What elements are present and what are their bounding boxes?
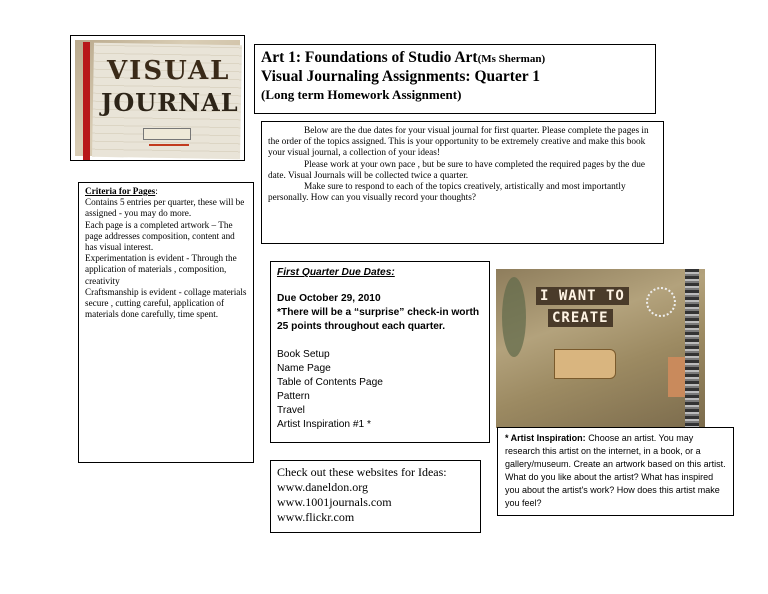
teacher-name: (Ms Sherman) <box>477 53 546 65</box>
websites-heading: Check out these websites for Ideas: <box>277 465 447 479</box>
topic-item: Travel <box>277 405 305 416</box>
criteria-item: Experimentation is evident - Through the application of materials , composition, creativity <box>85 253 237 286</box>
title-box <box>254 44 656 114</box>
topic-item: Name Page <box>277 363 331 374</box>
photo-text-line2: CREATE <box>548 309 613 327</box>
create-collage-photo <box>496 269 705 428</box>
criteria-box: Criteria for Pages: Contains 5 entries per quarter, these will be assigned - you may do more. Each page is a completed artwork – The page addresses composition, content and has visual interest. Experimentation is evident - Through the application of materials , composition, creativity Craftsmanship is evident - collage materials secure , cutting careful, application of materials done carefully, time spent. <box>78 182 254 463</box>
due-dates-box <box>270 261 490 443</box>
assignment-title: Visual Journaling Assignments: Quarter 1 <box>261 68 541 85</box>
website-link[interactable]: www.flickr.com <box>277 510 355 524</box>
websites-box <box>270 460 481 533</box>
topic-item: Pattern <box>277 391 310 402</box>
criteria-item: Craftsmanship is evident - collage materials secure , cutting careful, application of materials done carefully, time spent. <box>85 286 247 320</box>
website-link[interactable]: www.daneldon.org <box>277 480 368 494</box>
photo-text-line1: I WANT TO <box>536 287 629 305</box>
assignment-note: (Long term Homework Assignment) <box>261 87 462 102</box>
website-link[interactable]: www.1001journals.com <box>277 495 392 509</box>
criteria-item: Contains 5 entries per quarter, these will be assigned - you may do more. <box>85 197 245 219</box>
topic-list <box>277 348 483 432</box>
topic-item: Artist Inspiration #1 * <box>277 419 371 430</box>
intro-paragraph-2: Please work at your own pace , but be sure to have completed the required pages by the due date. Visual Journals will be collected twice a quarter. <box>268 159 646 181</box>
due-date: Due October 29, 2010 <box>277 293 381 304</box>
criteria-heading: Criteria for Pages <box>85 186 156 196</box>
photo-word-journal: JOURNAL <box>101 88 239 117</box>
due-dates-heading: First Quarter Due Dates: <box>277 267 395 278</box>
checkin-note: *There will be a “surprise” check-in worth 25 points throughout each quarter. <box>277 307 480 332</box>
topic-item: Table of Contents Page <box>277 377 383 388</box>
topic-item: Book Setup <box>277 349 330 360</box>
visual-journal-photo <box>70 35 245 161</box>
intro-paragraph-1: Below are the due dates for your visual journal for first quarter. Please complete the pages in the order of the topics assigned. This is your opportunity to be extremely creative and make this book your visual journal, a collection of your ideas! <box>268 126 649 159</box>
course-title: Art 1: Foundations of Studio Art(Ms Sherman) <box>261 49 546 66</box>
artist-heading: * Artist Inspiration: <box>505 433 586 443</box>
artist-text: Choose an artist. You may research this artist on the internet, in a book, or a gallery/museum. Create an artwork based on this artist. What do you like about the artist? What has inspired you about the artist's work? How does this artist make you feel? <box>505 433 726 508</box>
photo-word-visual: VISUAL <box>107 56 231 86</box>
spiral-binding <box>685 269 699 428</box>
artist-inspiration-box <box>497 427 734 516</box>
intro-paragraph-3: Make sure to respond to each of the topics creatively, artistically and most importantly personally. How can you visually record your thoughts? <box>268 182 626 204</box>
criteria-item: Each page is a completed artwork – The page addresses composition, content and has visual interest. <box>85 219 235 253</box>
intro-box <box>261 121 664 244</box>
